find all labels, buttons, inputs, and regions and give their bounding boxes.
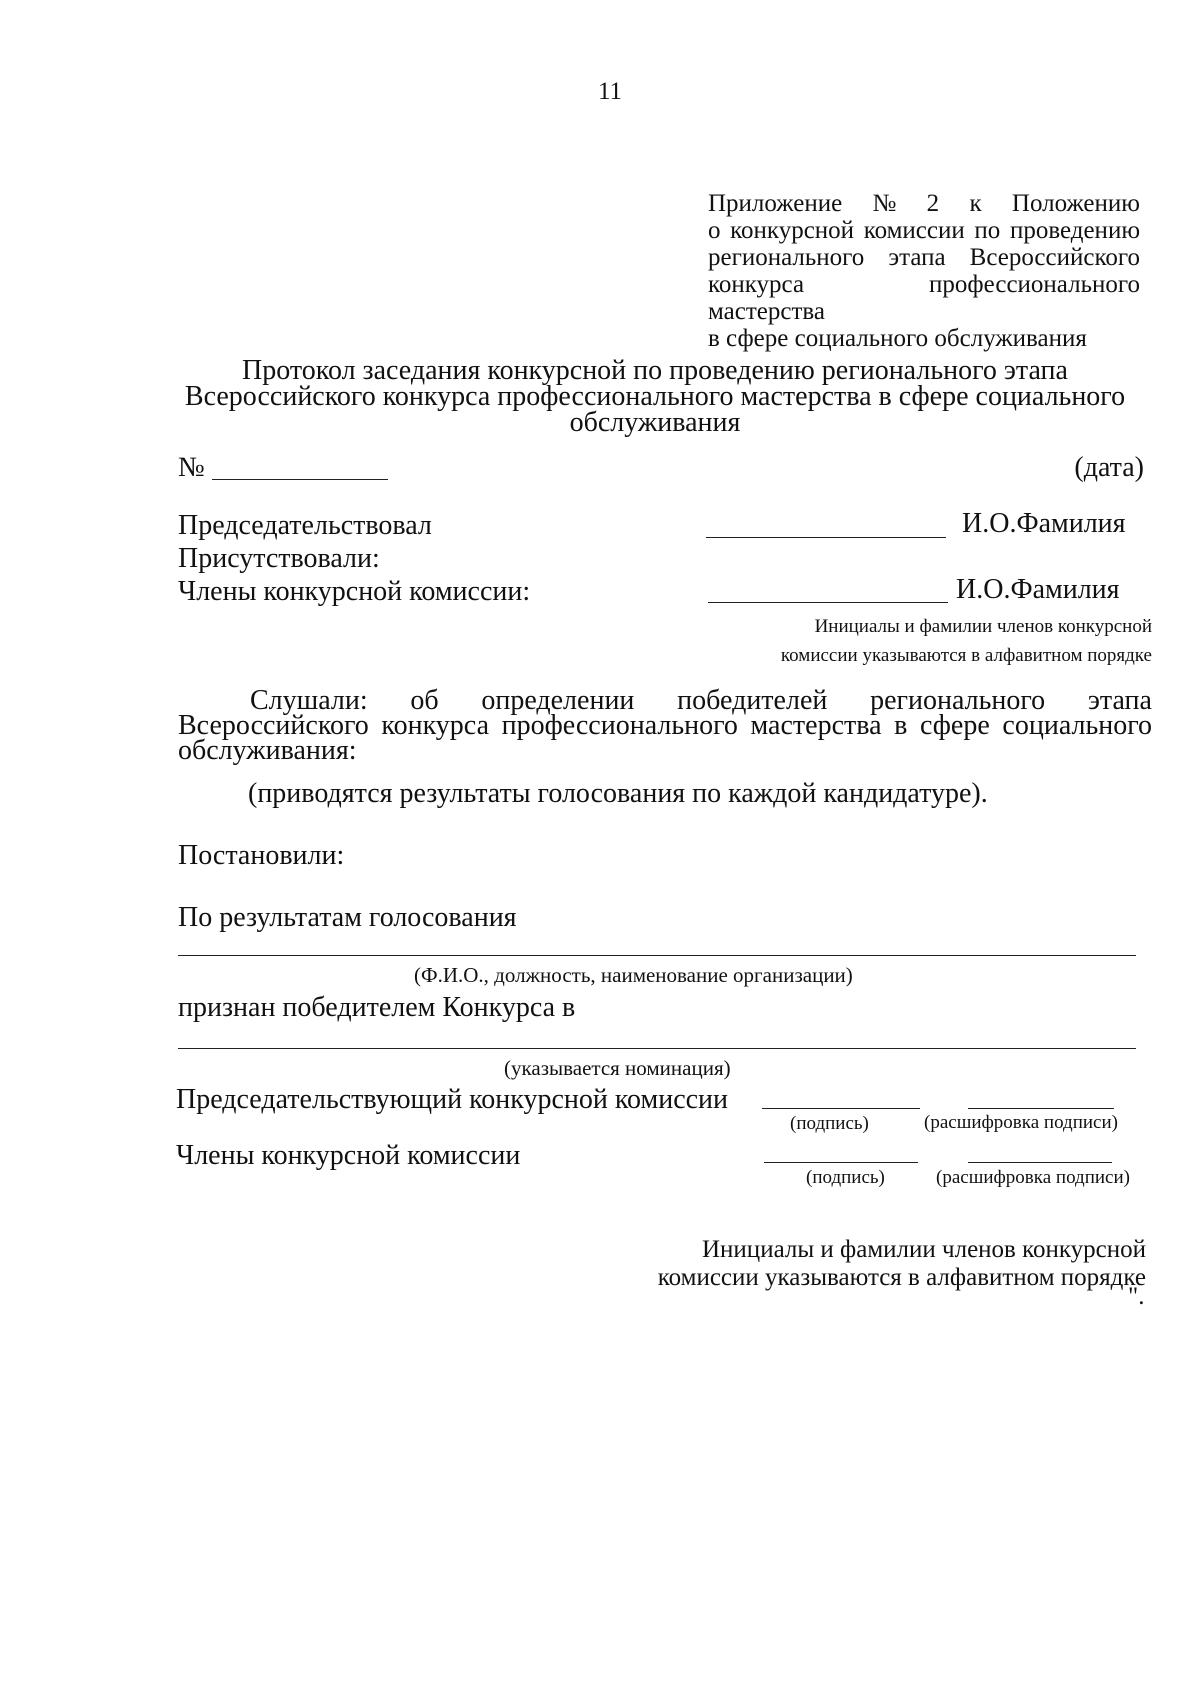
title-line-2: Всероссийского конкурса профессионального мастерства в сфере социального: [184, 381, 1126, 412]
appendix-line-2: о конкурсной комиссии по проведению: [708, 217, 1140, 244]
chair-sign-caption: (подпись): [790, 1113, 869, 1134]
winner-fio-line: [178, 955, 1136, 956]
appendix-line-1: [708, 190, 1140, 217]
title-line-3: обслуживания: [569, 407, 741, 438]
heard-line-3: обслуживания:: [178, 735, 357, 766]
voting-results-note: (приводятся результаты голосования по каждой кандидатуре).: [248, 778, 988, 809]
members-signature-line: [708, 602, 948, 603]
members-label: Члены конкурсной комиссии:: [178, 576, 531, 607]
chair-decode-line: [968, 1108, 1114, 1109]
heard-word: Слушали:: [250, 685, 368, 716]
appendix-word: Приложение: [708, 190, 843, 217]
decided-label: Постановили:: [178, 840, 345, 871]
appendix-block: [708, 190, 1140, 352]
date-placeholder: (дата): [1074, 452, 1144, 483]
heard-line-2: Всероссийского конкурса профессионального мастерства в сфере социального: [178, 710, 1152, 741]
chairman-signature-line: [706, 537, 946, 538]
winner-text: признан победителем Конкурса в: [178, 992, 576, 1023]
appendix-word: Всероссийского: [969, 244, 1140, 271]
document-title: [160, 355, 1150, 438]
heard-word: определении: [481, 685, 635, 716]
heard-word: победителей: [677, 685, 828, 716]
appendix-word: Положению: [1011, 190, 1140, 217]
members-name: И.О.Фамилия: [956, 574, 1120, 605]
chair-decode-caption: (расшифровка подписи): [924, 1112, 1118, 1133]
members-note-line-2: комиссии указываются в алфавитном порядке: [780, 645, 1152, 666]
members-sign-line: [764, 1162, 918, 1163]
members-note-line-1: Инициалы и фамилии членов конкурсной: [814, 616, 1152, 637]
appendix-word: этапа: [888, 244, 946, 271]
members-decode-line: [968, 1162, 1112, 1163]
fio-caption: (Ф.И.О., должность, наименование организации): [414, 963, 853, 987]
heard-paragraph: [178, 685, 1152, 766]
nomination-caption: (указывается номинация): [504, 1056, 731, 1080]
appendix-word: к: [969, 190, 982, 217]
closing-quote: ".: [1128, 1283, 1145, 1310]
title-line-1: Протокол заседания конкурсной по проведению регионального этапа: [242, 355, 1068, 386]
number-blank-line: [212, 479, 388, 480]
appendix-word: 2: [926, 190, 940, 217]
nomination-line: [178, 1048, 1136, 1049]
appendix-line-5: в сфере социального обслуживания: [708, 325, 1087, 352]
page-number: 11: [597, 78, 623, 105]
appendix-line-4: конкурса профессионального мастерства: [708, 271, 1140, 325]
members-note: [720, 612, 1152, 670]
members-signature-label: Члены конкурсной комиссии: [176, 1140, 521, 1171]
footer-note-line-2: комиссии указываются в алфавитном порядке: [657, 1264, 1146, 1291]
chairman-name: И.О.Фамилия: [962, 508, 1126, 539]
footer-note-line-1: Инициалы и фамилии членов конкурсной: [702, 1236, 1146, 1263]
members-sign-caption: (подпись): [806, 1167, 885, 1188]
by-voting-results: По результатам голосования: [178, 902, 517, 933]
appendix-line-3: [708, 244, 1140, 271]
chairman-label: Председательствовал: [178, 510, 432, 541]
appendix-word: №: [872, 190, 897, 217]
footer-note: [600, 1236, 1146, 1292]
number-sign: №: [178, 452, 205, 483]
heard-word: регионального: [870, 685, 1046, 716]
heard-word: об: [410, 685, 439, 716]
present-label: Присутствовали:: [178, 543, 380, 574]
members-decode-caption: (расшифровка подписи): [936, 1167, 1130, 1188]
heard-word: этапа: [1087, 685, 1152, 716]
chair-signature-label: Председательствующий конкурсной комиссии: [176, 1084, 729, 1115]
appendix-word: регионального: [708, 244, 865, 271]
chair-sign-line: [762, 1108, 920, 1109]
